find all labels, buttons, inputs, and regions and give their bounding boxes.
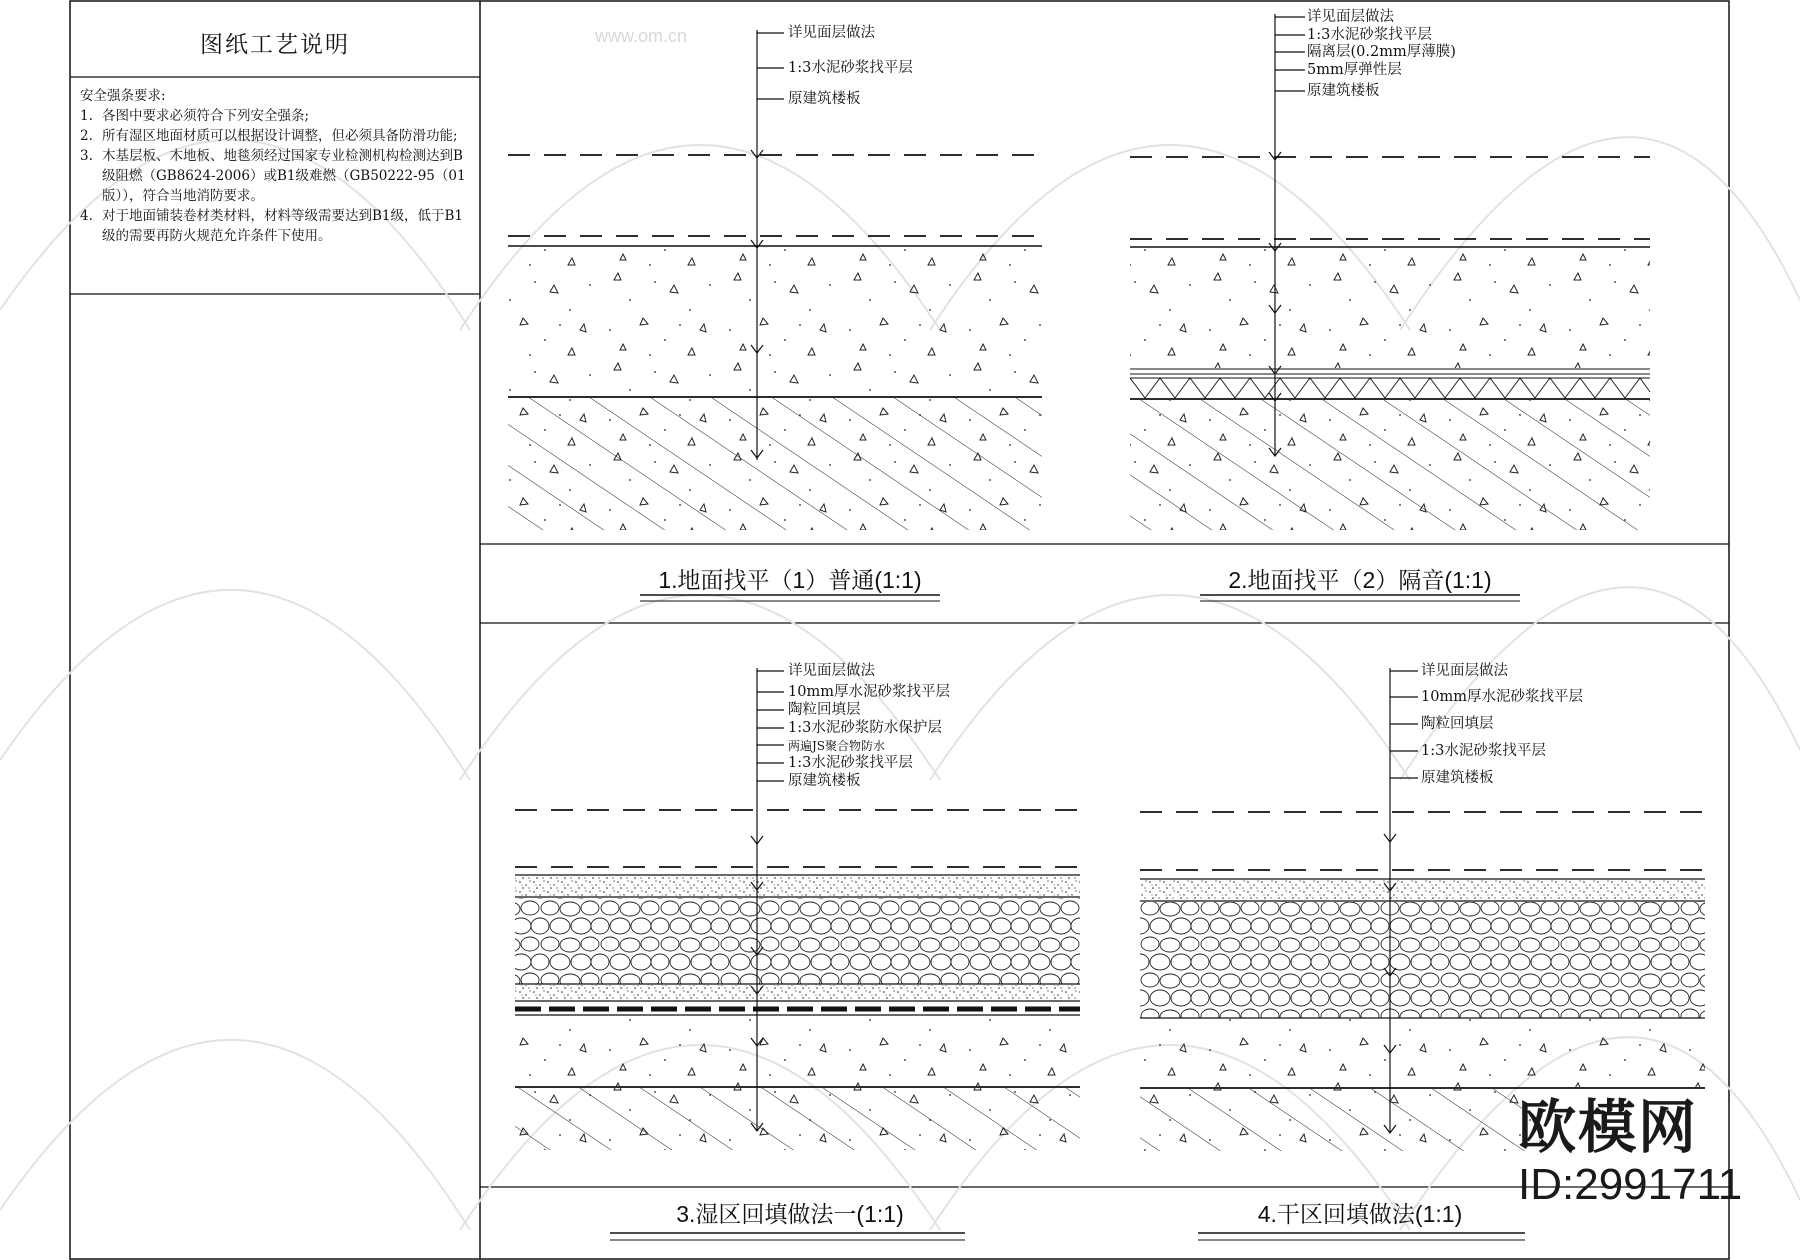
detail-3-callout: 1:3水泥砂浆防水保护层 [788,720,942,736]
notes-heading: 安全强条要求: [80,88,166,104]
notes-title: 图纸工艺说明 [200,31,350,58]
detail-4-callout: 详见面层做法 [1421,663,1508,679]
detail-1-callout: 详见面层做法 [788,25,875,41]
detail-3-callout: 1:3水泥砂浆找平层 [788,755,913,771]
notes-item-text: 各图中要求必须符合下列安全强条; [102,108,310,124]
notes-panel [80,86,472,246]
detail-4-callout: 1:3水泥砂浆找平层 [1421,743,1546,759]
notes-item-number: 3. [80,148,93,164]
notes-item-number: 2. [80,128,93,144]
detail-3-callout: 10mm厚水泥砂浆找平层 [788,684,950,700]
notes-item [80,126,472,146]
model-id-label: ID:2991711 [1518,1160,1743,1209]
watermark-url: www.om.cn [595,26,688,46]
notes-item-number: 1. [80,108,93,124]
detail-3-caption: 3.湿区回填做法一(1:1) [676,1201,904,1227]
detail-3-callout: 两遍JS聚合物防水 [788,739,886,753]
detail-4-callout: 原建筑楼板 [1421,770,1494,786]
detail-3-callout: 详见面层做法 [788,663,875,679]
detail-2-callout: 1:3水泥砂浆找平层 [1307,27,1432,43]
notes-item [80,146,472,206]
detail-4-callout: 10mm厚水泥砂浆找平层 [1421,689,1583,705]
detail-2-callout: 5mm厚弹性层 [1307,62,1402,78]
detail-3-callout: 陶粒回填层 [788,702,861,718]
detail-2-callout: 原建筑楼板 [1307,83,1380,99]
detail-1-caption: 1.地面找平（1）普通(1:1) [658,567,922,593]
detail-3-callout: 原建筑楼板 [788,773,861,789]
detail-2-callout: 详见面层做法 [1307,9,1394,25]
notes-item [80,106,472,126]
notes-item-number: 4. [80,208,93,224]
notes-list [80,106,472,246]
notes-item [80,206,472,246]
detail-4-section [1140,668,1705,1151]
notes-item-text: 木基层板、木地板、地毯须经过国家专业检测机构检测达到B级阻燃（GB8624-2006）或B1级难燃（GB50222-95（01版）），符合当地消防要求。 [102,148,466,204]
detail-1-callout: 原建筑楼板 [788,91,861,107]
notes-item-text: 对于地面铺装卷材类材料，材料等级需要达到B1级，低于B1级的需要再防火规范允许条件下使用。 [102,208,464,244]
detail-4-caption: 4.干区回填做法(1:1) [1257,1201,1463,1227]
detail-1-section [508,30,1042,530]
detail-2-caption: 2.地面找平（2）隔音(1:1) [1228,567,1492,593]
detail-2-callout: 隔离层(0.2mm厚薄膜) [1307,44,1456,60]
detail-4-callout: 陶粒回填层 [1421,716,1494,732]
detail-1-callout: 1:3水泥砂浆找平层 [788,60,913,76]
notes-item-text: 所有湿区地面材质可以根据设计调整，但必须具备防滑功能; [102,128,458,144]
brand-logo-text: 欧模网 [1518,1095,1699,1160]
detail-2-section [1130,14,1650,530]
